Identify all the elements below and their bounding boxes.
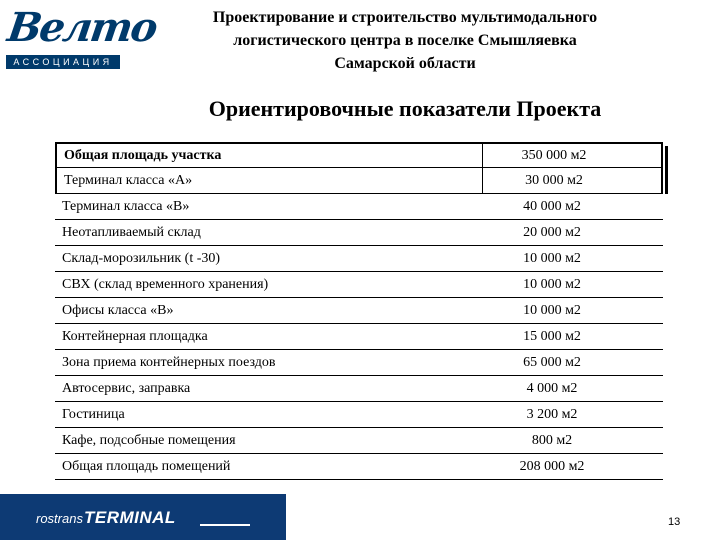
row-label: Контейнерная площадка — [62, 328, 208, 344]
table-row — [55, 298, 663, 324]
row-label: Общая площадь помещений — [62, 458, 231, 474]
row-value: 10 000 м2 — [523, 302, 581, 318]
page-title — [150, 6, 660, 75]
row-value: 15 000 м2 — [523, 328, 581, 344]
row-label: Терминал класса «В» — [62, 198, 190, 214]
row-label: Неотапливаемый склад — [62, 224, 201, 240]
table-row — [55, 324, 663, 350]
row-label: Терминал класса «А» — [64, 172, 193, 188]
indicators-table — [55, 142, 663, 480]
row-value: 208 000 м2 — [519, 458, 585, 474]
table-row — [55, 376, 663, 402]
row-label: Автосервис, заправка — [62, 380, 191, 396]
table-row — [55, 402, 663, 428]
row-value: 3 200 м2 — [526, 406, 578, 422]
brand-logo — [36, 508, 176, 528]
table-row — [55, 220, 663, 246]
logo-caption: АССОЦИАЦИЯ — [6, 55, 120, 69]
row-value: 20 000 м2 — [523, 224, 581, 240]
row-value: 65 000 м2 — [523, 354, 581, 370]
association-logo — [4, 4, 159, 68]
row-label: Кафе, подсобные помещения — [62, 432, 236, 448]
row-value: 4 000 м2 — [526, 380, 578, 396]
row-value: 10 000 м2 — [523, 276, 581, 292]
row-label: Офисы класса «В» — [62, 302, 174, 318]
row-value: 800 м2 — [531, 432, 573, 448]
table-row — [55, 272, 663, 298]
table-row — [55, 168, 663, 194]
row-value: 30 000 м2 — [525, 172, 583, 188]
page-number: 13 — [668, 516, 681, 528]
section-subtitle: Ориентировочные показатели Проекта — [208, 96, 602, 121]
row-value: 40 000 м2 — [523, 198, 581, 214]
table-row — [55, 454, 663, 480]
table-row — [55, 246, 663, 272]
row-value: 350 000 м2 — [521, 147, 587, 163]
title-line-3: Самарской области — [334, 55, 476, 72]
table-row — [55, 142, 663, 168]
row-value: 10 000 м2 — [523, 250, 581, 266]
table-row — [55, 428, 663, 454]
table-shadow — [665, 146, 668, 194]
brand-name-big: TERMINAL — [83, 508, 176, 527]
brand-underline — [200, 524, 250, 526]
row-label: Склад-морозильник (t -30) — [62, 250, 221, 266]
column-divider — [482, 168, 483, 193]
brand-name-small: rostrans — [36, 511, 83, 526]
column-divider — [482, 144, 483, 167]
table-row — [55, 350, 663, 376]
table-row — [55, 194, 663, 220]
row-label: Зона приема контейнерных поездов — [62, 354, 276, 370]
row-label: Общая площадь участка — [64, 147, 222, 163]
title-line-2: логистического центра в поселке Смышляевка — [233, 32, 577, 49]
title-line-1: Проектирование и строительство мультимодального — [212, 9, 598, 26]
row-label: Гостиница — [62, 406, 125, 422]
logo-script: Велто — [4, 4, 159, 51]
row-label: СВХ (склад временного хранения) — [62, 276, 269, 292]
